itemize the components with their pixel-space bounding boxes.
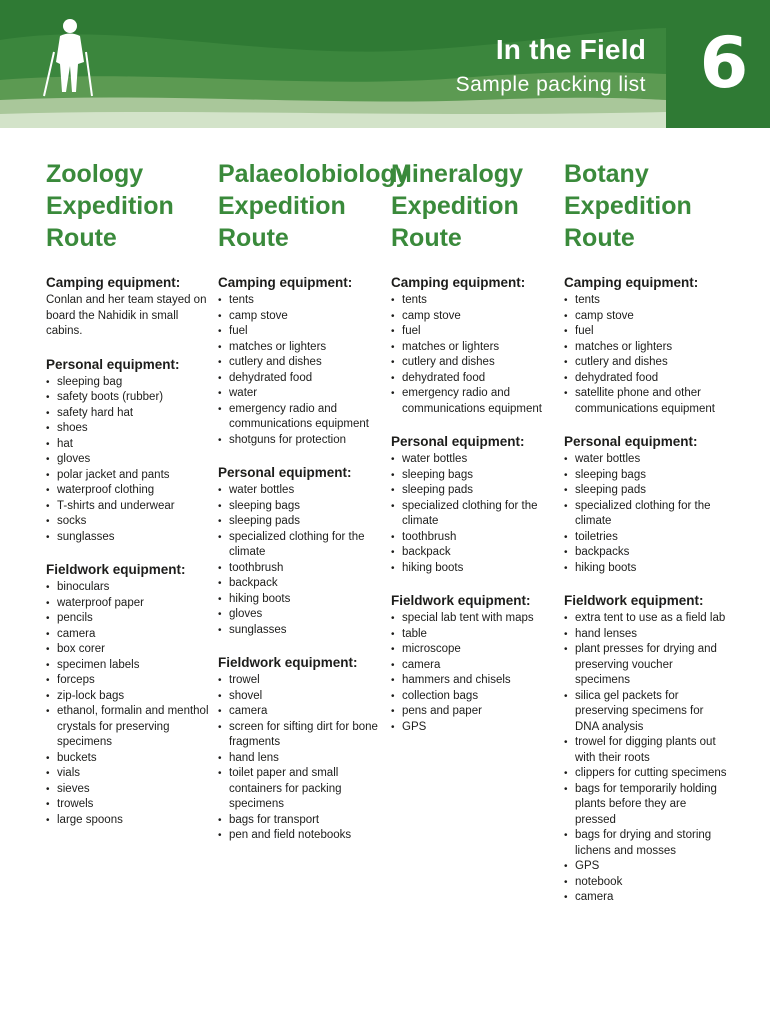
list-item: • hand lens [218,751,384,767]
chapter-number: 6 [699,22,749,104]
section-heading: Personal equipment: [391,434,525,449]
list-item: • hiking boots [391,561,557,577]
list-item: • extra tent to use as a field lab [564,611,730,627]
list-item: • sleeping pads [391,483,557,499]
column-heading-line: Route [564,224,635,252]
list-item: • hand lenses [564,627,730,643]
section-heading: Fieldwork equipment: [391,593,531,608]
list-item: • matches or lighters [564,340,730,356]
equipment-list [391,611,557,735]
list-item: • camera [564,890,730,906]
list-item: • forceps [46,673,212,689]
list-item: • shotguns for protection [218,433,384,449]
list-item: • bags for transport [218,813,384,829]
section-heading: Camping equipment: [564,275,699,290]
list-item: • T-shirts and underwear [46,499,212,515]
list-item: • clippers for cutting specimens [564,766,730,782]
list-item: • camera [218,704,384,720]
list-item: • collection bags [391,689,557,705]
column-heading-line: Route [46,224,117,252]
list-item: • backpacks [564,545,730,561]
section-heading: Camping equipment: [218,275,353,290]
chapter-banner [0,0,770,128]
list-item: • hiking boots [218,592,384,608]
list-item: • matches or lighters [391,340,557,356]
column-heading-line: Route [218,224,289,252]
zoology-column [46,158,212,844]
list-item: • specimen labels [46,658,212,674]
list-item: • toothbrush [391,530,557,546]
column-heading [391,158,557,254]
list-item: • dehydrated food [391,371,557,387]
equipment-list [564,293,730,417]
list-item: • bags for temporarily holding plants before they are pressed [564,782,730,829]
list-item: • bags for drying and storing lichens and mosses [564,828,730,859]
column-heading [218,158,410,254]
list-item: • buckets [46,751,212,767]
list-item: • emergency radio and communications equipment [218,402,384,433]
list-item: • screen for sifting dirt for bone fragments [218,720,384,751]
column-heading-line: Mineralogy [391,160,523,188]
list-item: • tents [391,293,557,309]
list-item: • sleeping bags [564,468,730,484]
list-item: • special lab tent with maps [391,611,557,627]
list-item: • backpack [218,576,384,592]
column-heading-line: Expedition [218,192,346,220]
list-item: • cutlery and dishes [218,355,384,371]
section-heading: Personal equipment: [218,465,352,480]
column-heading-line: Expedition [46,192,174,220]
banner-subtitle: Sample packing list [455,73,646,96]
list-item: • water bottles [564,452,730,468]
list-item: • sieves [46,782,212,798]
equipment-list [564,611,730,906]
list-item: • dehydrated food [564,371,730,387]
equipment-list [391,293,557,417]
list-item: • gloves [218,607,384,623]
column-heading-line: Palaeolobiology [218,160,410,188]
list-item: • safety hard hat [46,406,212,422]
list-item: • plant presses for drying and preserving voucher specimens [564,642,730,689]
list-item: • cutlery and dishes [564,355,730,371]
equipment-list [46,375,212,546]
list-item: • notebook [564,875,730,891]
list-item: • trowel for digging plants out with their roots [564,735,730,766]
list-item: • GPS [564,859,730,875]
list-item: • trowels [46,797,212,813]
list-item: • zip-lock bags [46,689,212,705]
equipment-list [564,452,730,576]
list-item: • safety boots (rubber) [46,390,212,406]
section-heading: Personal equipment: [564,434,698,449]
banner-landscape [0,0,770,128]
equipment-list [391,452,557,576]
list-item: • box corer [46,642,212,658]
list-item: • trowel [218,673,384,689]
list-item: • sleeping pads [218,514,384,530]
list-item: • waterproof paper [46,596,212,612]
list-item: • dehydrated food [218,371,384,387]
column-heading-line: Zoology [46,160,144,188]
list-item: • hat [46,437,212,453]
section-heading: Fieldwork equipment: [564,593,704,608]
banner-title: In the Field [495,34,646,65]
list-item: • binoculars [46,580,212,596]
list-item: • sleeping bags [391,468,557,484]
equipment-list [218,293,384,448]
list-item: • shoes [46,421,212,437]
list-item: • silica gel packets for preserving specimens for DNA analysis [564,689,730,736]
list-item: • cutlery and dishes [391,355,557,371]
list-item: • socks [46,514,212,530]
mineralogy-column [391,158,557,751]
list-item: • sunglasses [46,530,212,546]
list-item: • emergency radio and communications equipment [391,386,557,417]
palaeobiology-column [218,158,410,860]
list-item: • pencils [46,611,212,627]
section-heading: Camping equipment: [391,275,526,290]
section-text: Conlan and her team stayed on board the Nahidik in small cabins. [46,294,207,337]
list-item: • microscope [391,642,557,658]
list-item: • sunglasses [218,623,384,639]
list-item: • GPS [391,720,557,736]
list-item: • pen and field notebooks [218,828,384,844]
equipment-list [218,483,384,638]
section-heading: Personal equipment: [46,356,180,372]
list-item: • sleeping bag [46,375,212,391]
list-item: • satellite phone and other communications equipment [564,386,730,417]
list-item: • toilet paper and small containers for packing specimens [218,766,384,813]
list-item: • tents [564,293,730,309]
list-item: • table [391,627,557,643]
list-item: • matches or lighters [218,340,384,356]
list-item: • ethanol, formalin and menthol crystals for preserving specimens [46,704,212,751]
column-heading-line: Expedition [391,192,519,220]
column-heading-line: Expedition [564,192,692,220]
column-heading-line: Botany [564,160,649,188]
list-item: • waterproof clothing [46,483,212,499]
list-item: • sleeping pads [564,483,730,499]
list-item: • specialized clothing for the climate [564,499,730,530]
list-item: • vials [46,766,212,782]
list-item: • water [218,386,384,402]
section-heading: Camping equipment: [46,275,181,290]
list-item: • water bottles [218,483,384,499]
section-heading: Fieldwork equipment: [218,655,358,670]
column-heading [46,158,212,254]
list-item: • backpack [391,545,557,561]
column-heading [564,158,730,254]
list-item: • large spoons [46,813,212,829]
botany-column [564,158,730,922]
list-item: • specialized clothing for the climate [218,530,384,561]
equipment-list [218,673,384,844]
list-item: • toiletries [564,530,730,546]
list-item: • specialized clothing for the climate [391,499,557,530]
list-item: • fuel [391,324,557,340]
list-item: • camera [46,627,212,643]
list-item: • gloves [46,452,212,468]
list-item: • fuel [218,324,384,340]
list-item: • hiking boots [564,561,730,577]
list-item: • camp stove [218,309,384,325]
list-item: • tents [218,293,384,309]
column-heading-line: Route [391,224,462,252]
section-heading: Fieldwork equipment: [46,562,186,577]
list-item: • camp stove [564,309,730,325]
list-item: • toothbrush [218,561,384,577]
list-item: • camera [391,658,557,674]
list-item: • polar jacket and pants [46,468,212,484]
list-item: • sleeping bags [218,499,384,515]
list-item: • camp stove [391,309,557,325]
list-item: • water bottles [391,452,557,468]
list-item: • pens and paper [391,704,557,720]
list-item: • fuel [564,324,730,340]
equipment-list [46,580,212,828]
list-item: • shovel [218,689,384,705]
list-item: • hammers and chisels [391,673,557,689]
